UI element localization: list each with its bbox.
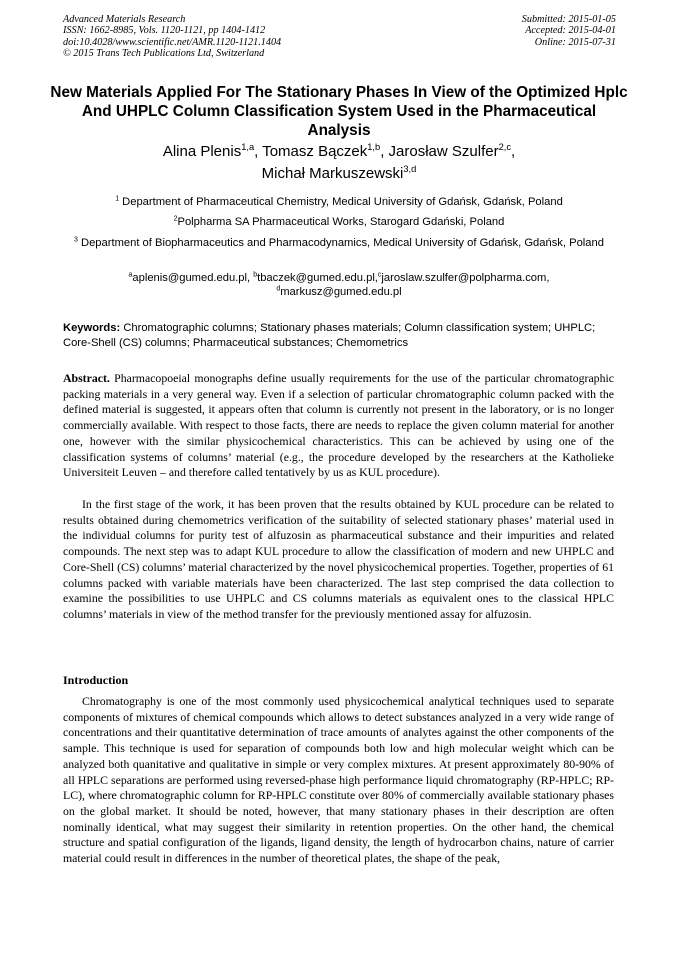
author-2: Tomasz Bączek$^{1,b}$, (262, 142, 389, 160)
abstract-paragraph-1: Abstract. Pharmacopoeial monographs define usually requirements for the use of the particular chromatographic packing materials in a very general way. Even if a selection of particular chromatographic column packed with the defined material is suggested, it appears often that column is currently not present in the laboratory, or is no longer commercially available. With respect to those facts, there are needs to replace the given column material for another one, however with the similar physicochemical characteristics. This can be achieved by using one of the classification systems of columns’ material (e.g., the procedure developed by the researchers at the Katholieke Universiteit Leuven – and therefore called tentatively by us as KUL procedure). (63, 371, 614, 480)
email-link[interactable]: markusz@gumed.edu.pl (280, 285, 402, 298)
accepted-date: Accepted: 2015-04-01 (525, 25, 616, 37)
affiliation-3: $^3$ Department of Biopharmaceutics and Pharmacodynamics, Medical University of Gdańsk, Gdańsk, Poland (74, 236, 604, 249)
email-link[interactable]: jaroslaw.szulfer@polpharma.com, (381, 272, 550, 284)
author-emails: $^a$aplenis@gumed.edu.pl, $^b$tbaczek@gumed.edu.pl,$^c$jaroslaw.szulfer@polpharma.com, $^d$markusz@gumed.edu.pl (128, 271, 550, 298)
abstract-label: Abstract. (63, 371, 110, 385)
paper-title: New Materials Applied For The Stationary Phases In View of the Optimized Hplc And UHPLC Column Classification System Used in the Pharmaceutical Analysis (50, 84, 628, 139)
email-link[interactable]: aplenis@gumed.edu.pl, (132, 272, 254, 284)
submitted-date: Submitted: 2015-01-05 (521, 14, 616, 25)
online-date: Online: 2015-07-31 (534, 36, 616, 48)
journal-doi: doi:10.4028/www.scientific.net/AMR.1120-1121.1404 (63, 36, 282, 48)
journal-issn: ISSN: 1662-8985, Vols. 1120-1121, pp 1404-1412 (63, 25, 266, 37)
author-3: Jarosław Szulfer$^{2,c}$, (388, 142, 516, 160)
affiliation-1: $^1$ Department of Pharmaceutical Chemistry, Medical University of Gdańsk, Gdańsk, Poland (115, 195, 563, 208)
journal-header (63, 14, 281, 59)
keywords-section (63, 321, 614, 350)
author-1: Alina Plenis$^{1,a}$, (162, 142, 263, 160)
publication-dates (522, 14, 616, 48)
email-link[interactable]: tbaczek@gumed.edu.pl, (257, 272, 378, 284)
abstract-paragraph-2: In the first stage of the work, it has been proven that the results obtained by KUL procedure can be related to results obtained during chemometrics verification of the suitability of selected stationary phases’ material used in the individual columns for purity test of alfuzosin as pharmaceutical substance and their impurities and related compounds. The next step was to adapt KUL procedure to allow the classification of modern and new UHPLC and Core-Shell (CS) columns’ material characterized by the novel physicochemical properties. Together, properties of 61 columns packed with variable materials have been characterized. The last step comprised the data collection to examine the possibilities to use UHPLC and CS columns materials as equivalent ones to the classical HPLC columns’ materials in view of the method transfer for the previously mentioned assay for alfuzosin. (63, 497, 614, 621)
introduction-paragraph: Chromatography is one of the most commonly used physicochemical analytical techniques used to separate components of mixtures of chemical compounds which allows to detect substances analyzed in a very wide range of concentrations and their quantitative determination of trace amounts of analytes against the other components of the sample. This technique is used for separation of compounds both low and high molecular weight which can be analyzed both quanitative and qualitative in simple or very complex mixtures. At present approximately 80-90% of all HPLC separations are performed using reversed-phase high performance liquid chromatography (RP-HPLC; RP-LC), where chromatographic column for RP-HPLC constitute over 80% of commercially available stationary phases on the global market. It should be noted, however, that many stationary phases in their description are often nominally identical, what may suggest their similarity in retention properties. On the other hand, the chemical structure and spatial configuration of the ligands, ligand density, the length of hydrocarbon chains, nature of carrier material could result in differences in the number of theoretical plates, the shape of the peak, (63, 694, 614, 866)
author-list (50, 141, 628, 185)
journal-copyright: © 2015 Trans Tech Publications Ltd, Switzerland (63, 47, 265, 59)
author-4: Michał Markuszewski$^{3,d}$ (261, 164, 417, 182)
section-heading-introduction: Introduction (63, 673, 129, 687)
journal-name: Advanced Materials Research (63, 14, 186, 25)
keywords-label: Keywords: (63, 322, 121, 334)
keywords-text: Chromatographic columns; Stationary phases materials; Column classification system; UHPLC; Core-Shell (CS) columns; Pharmaceutical substances; Chemometrics (63, 322, 596, 349)
affiliation-2: $^2$Polpharma SA Pharmaceutical Works, Starogard Gdański, Poland (173, 215, 505, 228)
